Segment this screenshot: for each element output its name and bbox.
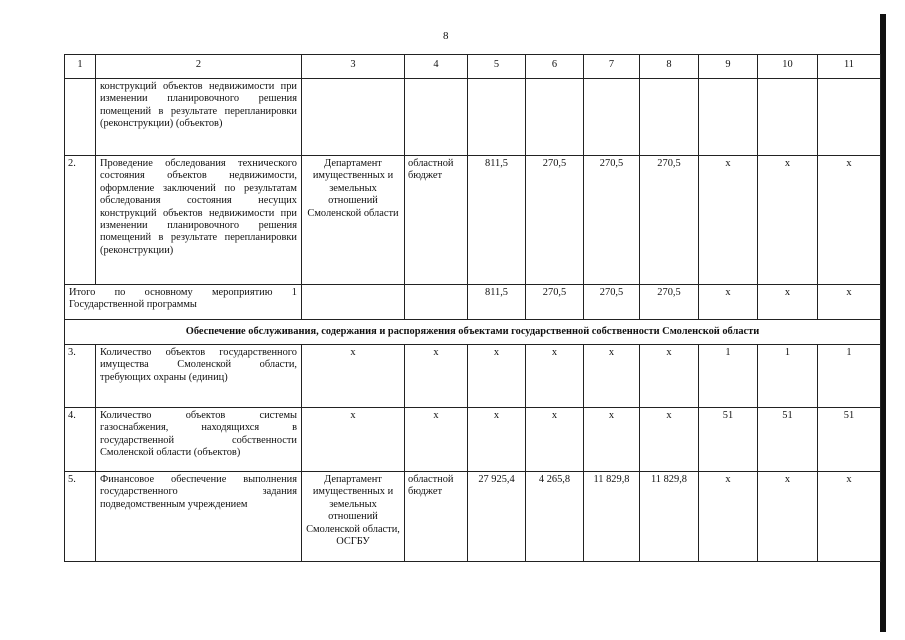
value-col-8: 11 829,8 — [640, 472, 699, 562]
row-funding-source: х — [405, 408, 468, 472]
row-number: 5. — [65, 472, 96, 562]
value-col-10: х — [758, 472, 818, 562]
section-title: Обеспечение обслуживания, содержания и распоряжения объектами государственной собственности Смоленской области — [65, 320, 881, 345]
value-col-10: 51 — [758, 408, 818, 472]
value-col-6: х — [526, 408, 584, 472]
total-label: Итого по основному мероприятию 1 Государственной программы — [65, 285, 302, 320]
row-description: конструкций объектов недвижимости при изменении планировочного решения помещений в результате перепланировки (реконструкции) (объектов) — [96, 79, 302, 156]
value-col-10: 1 — [758, 345, 818, 408]
row-funding-source: областной бюджет — [405, 156, 468, 285]
header-cell: 9 — [699, 55, 758, 79]
value-col-5: х — [468, 345, 526, 408]
row-department: Департамент имущественных и земельных отношений Смоленской области, ОСГБУ — [302, 472, 405, 562]
value-col-10: х — [758, 156, 818, 285]
value-col-9: х — [699, 156, 758, 285]
value-col-11: х — [818, 285, 881, 320]
header-cell: 5 — [468, 55, 526, 79]
value-col-5: 811,5 — [468, 285, 526, 320]
value-col-8: 270,5 — [640, 156, 699, 285]
section-heading-row — [65, 320, 881, 345]
value-col-7: х — [584, 345, 640, 408]
header-cell: 8 — [640, 55, 699, 79]
row-number: 4. — [65, 408, 96, 472]
value-col-9: х — [699, 285, 758, 320]
value-col-11: х — [818, 472, 881, 562]
table-row-4 — [65, 408, 881, 472]
value-col-9: 51 — [699, 408, 758, 472]
row-department: х — [302, 408, 405, 472]
header-row — [65, 55, 881, 79]
value-col-6: х — [526, 345, 584, 408]
row-funding-source: х — [405, 345, 468, 408]
program-table — [64, 54, 881, 562]
row-description: Финансовое обеспечение выполнения государственного задания подведомственным учреждением — [96, 472, 302, 562]
table-row-3 — [65, 345, 881, 408]
row-number: 2. — [65, 156, 96, 285]
value-col-8: 270,5 — [640, 285, 699, 320]
header-cell: 2 — [96, 55, 302, 79]
header-cell: 10 — [758, 55, 818, 79]
value-col-6: 4 265,8 — [526, 472, 584, 562]
row-department: х — [302, 345, 405, 408]
value-col-7: х — [584, 408, 640, 472]
header-cell: 6 — [526, 55, 584, 79]
row-department: Департамент имущественных и земельных отношений Смоленской области — [302, 156, 405, 285]
header-cell: 11 — [818, 55, 881, 79]
header-cell: 1 — [65, 55, 96, 79]
value-col-5: 27 925,4 — [468, 472, 526, 562]
value-col-11: х — [818, 156, 881, 285]
row-funding-source: областной бюджет — [405, 472, 468, 562]
table-row-total — [65, 285, 881, 320]
table-row-continuation — [65, 79, 881, 156]
table-row-5 — [65, 472, 881, 562]
value-col-8: х — [640, 345, 699, 408]
value-col-9: 1 — [699, 345, 758, 408]
row-description: Количество объектов государственного имущества Смоленской области, требующих охраны (единиц) — [96, 345, 302, 408]
value-col-5: 811,5 — [468, 156, 526, 285]
value-col-11: 51 — [818, 408, 881, 472]
value-col-11: 1 — [818, 345, 881, 408]
row-description: Проведение обследования технического состояния объектов недвижимости, оформление заключений по результатам обследования состояния несущих конструкций объектов недвижимости при изменении планировочного решения помещений в результате перепланировки (реконструкции) — [96, 156, 302, 285]
value-col-6: 270,5 — [526, 156, 584, 285]
row-description: Количество объектов системы газоснабжения, находящихся в государственной собственности Смоленской области (объектов) — [96, 408, 302, 472]
value-col-8: х — [640, 408, 699, 472]
row-number: 3. — [65, 345, 96, 408]
table-row-2 — [65, 156, 881, 285]
value-col-7: 11 829,8 — [584, 472, 640, 562]
value-col-6: 270,5 — [526, 285, 584, 320]
value-col-7: 270,5 — [584, 156, 640, 285]
value-col-10: х — [758, 285, 818, 320]
value-col-5: х — [468, 408, 526, 472]
value-col-7: 270,5 — [584, 285, 640, 320]
value-col-9: х — [699, 472, 758, 562]
header-cell: 4 — [405, 55, 468, 79]
header-cell: 3 — [302, 55, 405, 79]
header-cell: 7 — [584, 55, 640, 79]
page-number: 8 — [443, 30, 449, 42]
